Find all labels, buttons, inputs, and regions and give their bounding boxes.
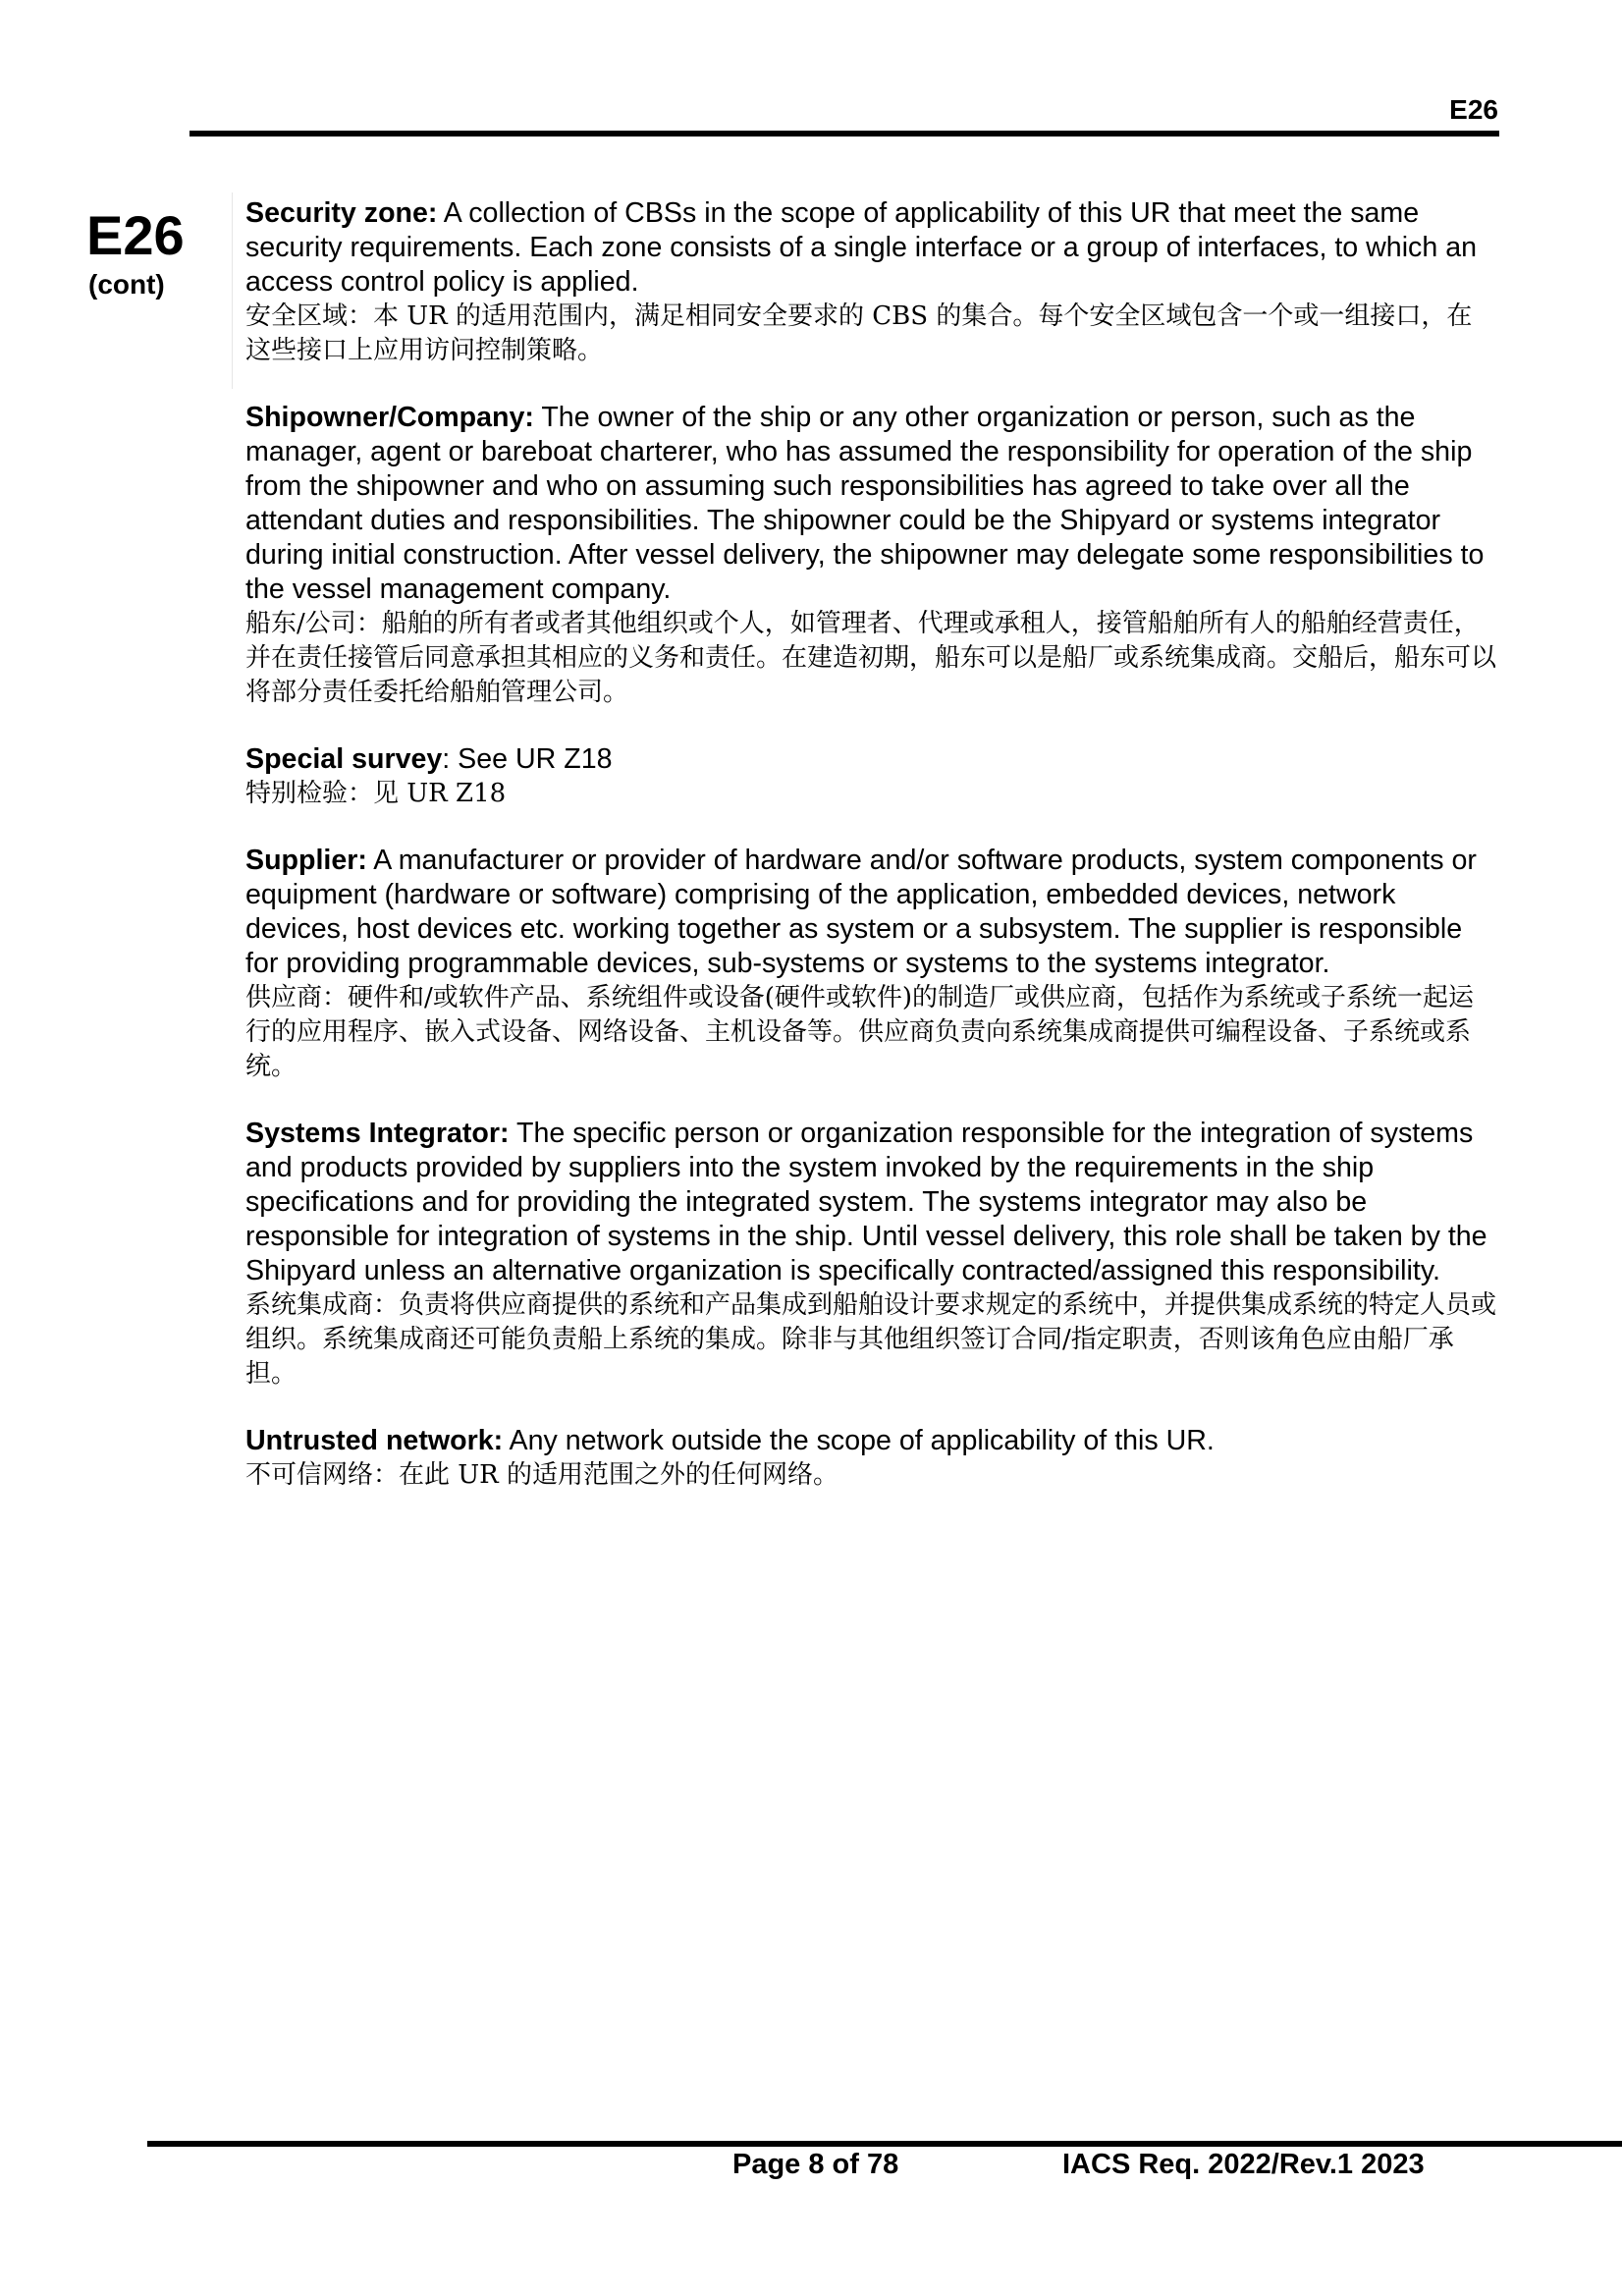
entry-supplier bbox=[245, 844, 1497, 1084]
definitions-content bbox=[245, 196, 1497, 1525]
footer-rule bbox=[147, 2141, 1622, 2147]
header-rule bbox=[189, 131, 1499, 137]
entry-special-survey bbox=[245, 742, 1497, 811]
entry-english bbox=[245, 1117, 1497, 1288]
entry-term: Special survey bbox=[245, 743, 443, 775]
entry-definition: Any network outside the scope of applicability of this UR. bbox=[503, 1425, 1215, 1456]
entry-term: Systems Integrator: bbox=[245, 1118, 510, 1149]
entry-chinese: 船东/公司：船舶的所有者或者其他组织或个人，如管理者、代理或承租人，接管船舶所有人的船舶经营责任，并在责任接管后同意承担其相应的义务和责任。在建造初期，船东可以是船厂或系统集成商。交船后，船东可以将部分责任委托给船舶管理公司。 bbox=[245, 609, 1497, 707]
entry-term: Supplier: bbox=[245, 845, 367, 876]
entry-systems-integrator bbox=[245, 1117, 1497, 1392]
entry-english bbox=[245, 844, 1497, 981]
page-number: Page 8 of 78 bbox=[732, 2149, 899, 2180]
entry-term: Shipowner/Company: bbox=[245, 402, 534, 433]
header-code: E26 bbox=[1449, 94, 1498, 125]
entry-term: Untrusted network: bbox=[245, 1425, 504, 1456]
entry-definition: A collection of CBSs in the scope of applicability of this UR that meet the same security requirements. Each zone consists of a single interface or a group of interfaces, to which an access control policy is applied. bbox=[245, 197, 1478, 298]
entry-definition: A manufacturer or provider of hardware and/or software products, system components or equipment (hardware or software) comprising of the application, embedded devices, network devices, host devices etc. working together as system or a subsystem. The supplier is responsible for providing programmable devices, sub-systems or systems to the systems integrator. bbox=[245, 845, 1477, 979]
entry-english bbox=[245, 742, 1497, 777]
side-code: E26 bbox=[86, 204, 185, 266]
entry-definition: : See UR Z18 bbox=[442, 743, 613, 775]
entry-untrusted-network bbox=[245, 1424, 1497, 1493]
side-divider bbox=[232, 192, 233, 389]
side-cont-label: (cont) bbox=[88, 269, 165, 300]
entry-english bbox=[245, 401, 1497, 607]
entry-security-zone bbox=[245, 196, 1497, 368]
entry-english bbox=[245, 1424, 1497, 1458]
entry-chinese: 特别检验：见 UR Z18 bbox=[245, 779, 507, 808]
entry-english bbox=[245, 196, 1497, 300]
entry-definition: The specific person or organization responsible for the integration of systems and products provided by suppliers into the system invoked by the requirements in the ship specifications and for providing the integrated system. The systems integrator may also be responsible for integration of systems in the ship. Until vessel delivery, this role shall be taken by the Shipyard unless an alternative organization is specifically contracted/assigned this responsibility. bbox=[245, 1118, 1487, 1286]
entry-chinese: 不可信网络：在此 UR 的适用范围之外的任何网络。 bbox=[245, 1460, 839, 1490]
entry-shipowner bbox=[245, 401, 1497, 710]
entry-term: Security zone: bbox=[245, 197, 438, 229]
entry-chinese: 安全区域：本 UR 的适用范围内，满足相同安全要求的 CBS 的集合。每个安全区域包含一个或一组接口，在这些接口上应用访问控制策略。 bbox=[245, 301, 1473, 365]
entry-definition: The owner of the ship or any other organization or person, such as the manager, agent or bareboat charterer, who has assumed the responsibility for operation of the ship from the shipowner and who on assuming such responsibilities has agreed to take over all the attendant duties and responsibilities. The shipowner could be the Shipyard or systems integrator during initial construction. After vessel delivery, the shipowner may delegate some responsibilities to the vessel management company. bbox=[245, 402, 1485, 605]
entry-chinese: 系统集成商：负责将供应商提供的系统和产品集成到船舶设计要求规定的系统中，并提供集成系统的特定人员或组织。系统集成商还可能负责船上系统的集成。除非与其他组织签订合同/指定职责，否则该角色应由船厂承担。 bbox=[245, 1290, 1497, 1389]
entry-chinese: 供应商：硬件和/或软件产品、系统组件或设备(硬件或软件)的制造厂或供应商，包括作为系统或子系统一起运行的应用程序、嵌入式设备、网络设备、主机设备等。供应商负责向系统集成商提供可编程设备、子系统或系统。 bbox=[245, 983, 1475, 1081]
document-reference: IACS Req. 2022/Rev.1 2023 bbox=[1062, 2149, 1425, 2180]
